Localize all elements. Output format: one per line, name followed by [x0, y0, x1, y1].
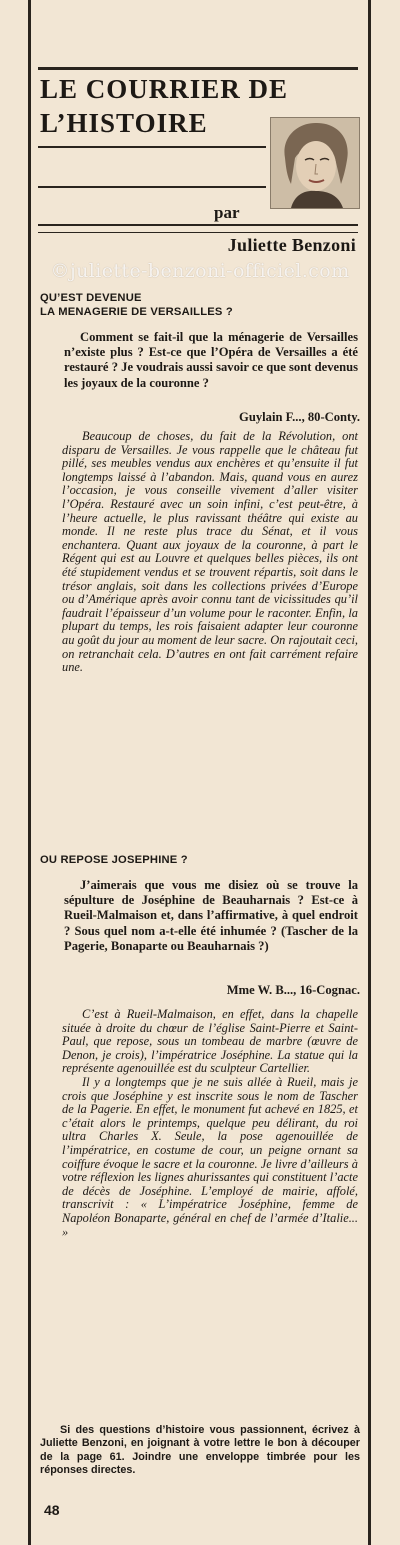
author-name: Juliette Benzoni [227, 235, 356, 255]
title-rule-2 [38, 186, 266, 188]
page-number: 48 [44, 1502, 60, 1518]
section2-heading: OU REPOSE JOSEPHINE ? [40, 854, 188, 866]
section2-answer [62, 1008, 358, 1239]
section1-heading [40, 291, 360, 319]
byline-par: par [214, 203, 240, 222]
author-portrait-image [271, 118, 359, 208]
title-line-1: LE COURRIER DE [40, 74, 289, 104]
title-rule-1 [38, 146, 266, 148]
right-column-rule [368, 0, 371, 1545]
title-top-rule-thin [38, 69, 358, 70]
section1-heading-line2: LA MENAGERIE DE VERSAILLES ? [40, 306, 233, 318]
section1-question: Comment se fait-il que la ménagerie de Versailles n’existe plus ? Est-ce que l’Opéra de Versailles a été restauré ? Je voudrais aussi savoir ce que sont devenus les joyaux de la couronne ? [64, 330, 358, 390]
left-column-rule [28, 0, 31, 1545]
section2-answer-p1: C’est à Rueil-Malmaison, en effet, dans la chapelle située à droite du chœur de l’église Saint-Pierre et Saint-Paul, que repose, sous un tombeau de marbre (œuvre de Denon, je crois), l’impératrice Joséphine. La statue qui la représente agenouillée est du sculpteur Cartellier. [62, 1007, 358, 1076]
author-portrait [270, 117, 360, 209]
section2-answer-p2: Il y a longtemps que je ne suis allée à Rueil, mais je crois que Joséphine y est inscrite sous le nom de Tascher de la Pagerie. En effet, le monument fut achevé en 1825, et c’était alors le printemps, quelque peu délirant, du roi ultra Charles X. Seule, la pose agenouillée de l’impératrice, en costume de cour, un peigne ornant sa coiffure évoque le sacre et la couronne. Je livre d’ailleurs à votre réflexion les lignes ahurissantes qui constituent l’acte de décès de Joséphine. L’employé de mairie, affolé, transcrivit : « L’impératrice Joséphine, femme de Napoléon Bonaparte, général en chef de l’armée d’Italie... » [62, 1074, 358, 1239]
section1-answer-text: Beaucoup de choses, du fait de la Révolution, ont disparu de Versailles. Je vous rappelle que le château fut pillé, ses meubles vendus aux enchères et qu’ensuite il fut longtemps laissé à l’abandon. Mais, quand vous en aurez l’occasion, je vous conseille vivement d’aller visiter l’Opéra. Restauré avec un soin infini, c’est peut-être, à l’heure actuelle, le plus ravissant théâtre qui existe au monde. Il ne reste plus trace du Sénat, et il vous enchantera. Quant aux joyaux de la couronne, à part le Régent qui est au Louvre et quelques belles pièces, ils ont été stupidement vendus et se trouvent répartis, soit dans le trésor anglais, soit dans les collections privées d’Europe ou d’Amérique après avoir connu tant de vicissitudes qu’il faudrait l’épaisseur d’un volume pour le raconter. Enfin, la plupart du temps, les rois faisaient adapter leur couronne au goût du jour au moment de leur sacre. On rajoutait ceci, on retranchait cela. D’autres en ont fait carrément refaire une. [62, 429, 358, 675]
watermark: ©juliette-benzoni-officiel.com [50, 260, 350, 282]
section1-heading-line1: QU’EST DEVENUE [40, 292, 142, 304]
section2-signature: Mme W. B..., 16-Cognac. [226, 983, 360, 997]
section1-answer [62, 430, 358, 675]
title-rule-3 [38, 224, 358, 226]
footer-note: Si des questions d’histoire vous passionnent, écrivez à Juliette Benzoni, en joignant à votre lettre le bon à découper de la page 61. Joindre une enveloppe timbrée pour les réponses directes. [40, 1424, 360, 1477]
title-line-2: L’HISTOIRE [40, 108, 208, 138]
section2-question: J’aimerais que vous me disiez où se trouve la sépulture de Joséphine de Beauharnais ? Est-ce à Rueil-Malmaison et, dans l’affirmative, à quel endroit ? Sous quel nom a-t-elle été inhumée ? (Tascher de la Pagerie, Bonaparte ou Beauharnais ?) [64, 878, 358, 953]
byline-rule [38, 232, 358, 233]
section1-signature: Guylain F..., 80-Conty. [239, 410, 360, 424]
